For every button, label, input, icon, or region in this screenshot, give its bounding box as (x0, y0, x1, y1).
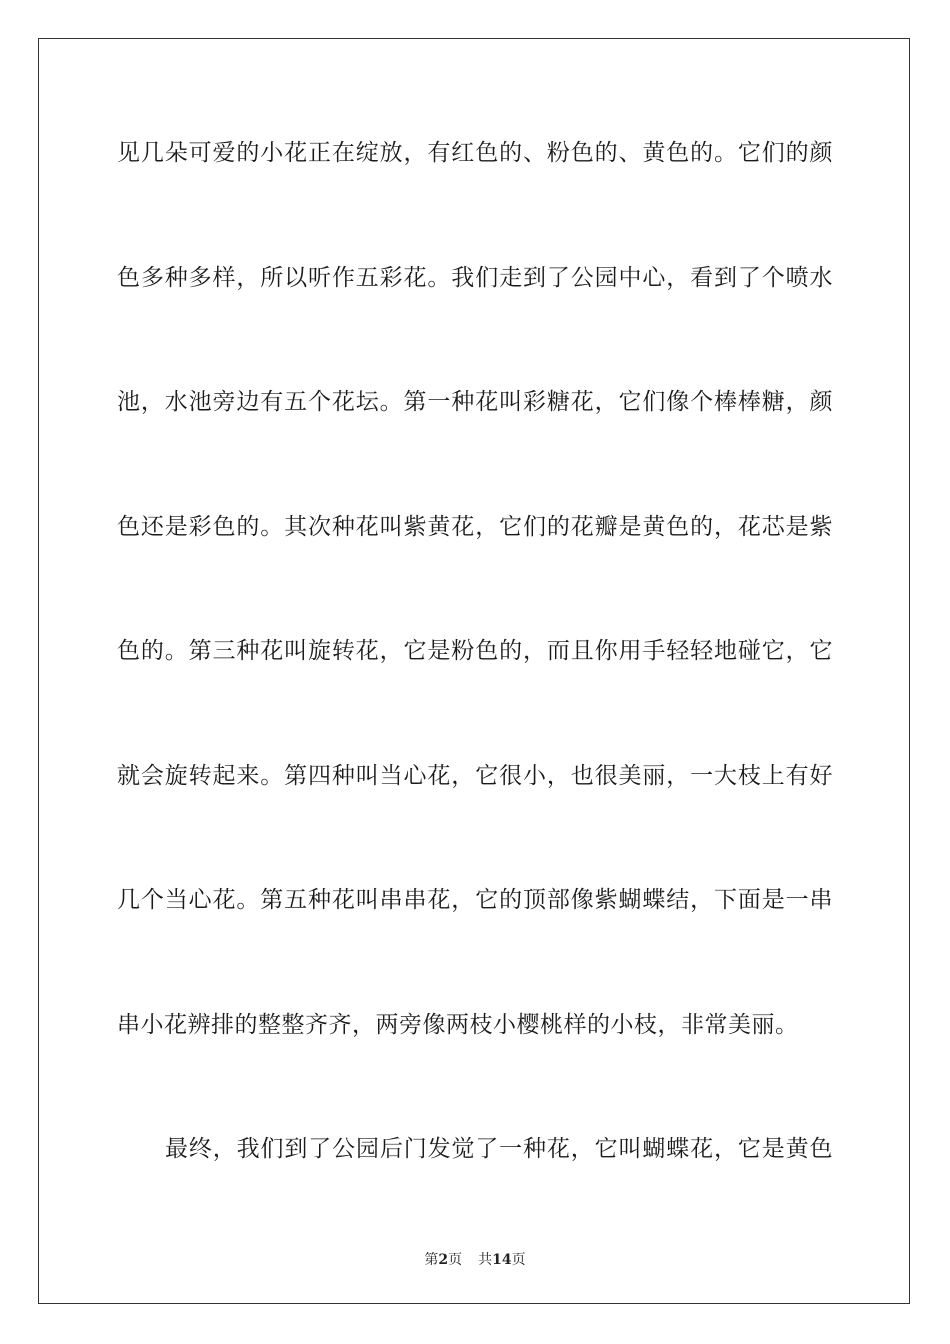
total-prefix: 共 (478, 1252, 493, 1268)
text-line: 串小花辨排的整整齐齐，两旁像两枝小樱桃样的小枝，非常美丽。 (117, 1011, 799, 1038)
text-line: 色多种多样，所以听作五彩花。我们走到了公园中心，看到了个喷水 (117, 264, 833, 291)
page-footer (0, 1249, 950, 1269)
page-number: 2 (438, 1252, 449, 1268)
text-line: 池，水池旁边有五个花坛。第一种花叫彩糖花，它们像个棒棒糖，颜 (117, 389, 833, 415)
text-line: 色的。第三种花叫旋转花，它是粉色的，而且你用手轻轻地碰它，它 (117, 638, 833, 664)
page-prefix: 第 (424, 1252, 439, 1268)
total-suffix: 页 (511, 1252, 526, 1268)
text-line: 色还是彩色的。其次种花叫紫黄花，它们的花瓣是黄色的，花芯是紫 (117, 513, 833, 540)
text-line: 就会旋转起来。第四种叫当心花，它很小，也很美丽，一大枝上有好 (117, 762, 833, 789)
page-suffix: 页 (448, 1252, 463, 1268)
document-body (117, 122, 833, 1243)
total-pages: 14 (492, 1252, 512, 1268)
text-line: 见几朵可爱的小花正在绽放，有红色的、粉色的、黄色的。它们的颜 (117, 140, 833, 166)
paragraph-first-line: 最终，我们到了公园后门发觉了一种花，它叫蝴蝶花，它是黄色 (165, 1136, 833, 1162)
text-line: 几个当心花。第五种花叫串串花，它的顶部像紫蝴蝶结，下面是一串 (117, 887, 833, 913)
